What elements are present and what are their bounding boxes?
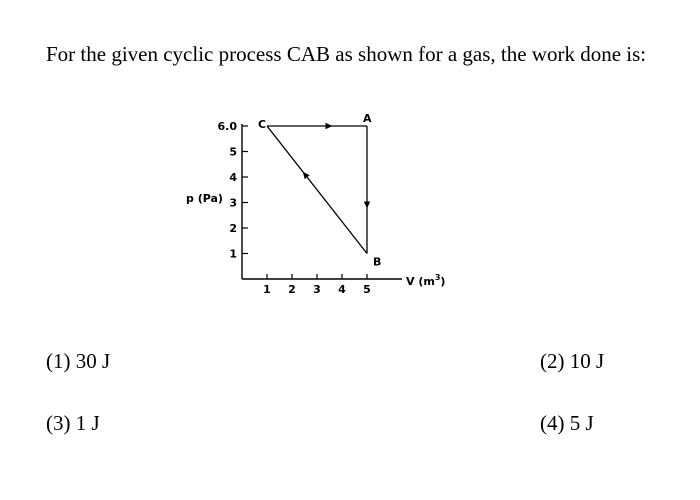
- option-3[interactable]: (3) 1 J: [46, 411, 100, 435]
- y-tick-label: 3: [229, 196, 237, 210]
- option-4[interactable]: (4) 5 J: [540, 411, 594, 435]
- process-segment-ab-arrow: [364, 202, 370, 209]
- x-tick-label: 2: [288, 283, 296, 296]
- x-tick-label: 1: [263, 283, 271, 296]
- x-axis-label-suffix: ): [440, 275, 446, 288]
- y-tick-label: 1: [229, 247, 237, 261]
- y-tick-label: 6.0: [217, 120, 237, 133]
- pv-chart-svg: [180, 104, 470, 304]
- y-axis-label: p (Pa): [186, 192, 223, 205]
- process-segment-ca-arrow: [326, 123, 333, 129]
- option-2[interactable]: (2) 10 J: [540, 349, 605, 373]
- point-label-b: B: [373, 255, 382, 269]
- y-tick-label: 2: [229, 222, 237, 235]
- point-label-a: A: [363, 112, 372, 125]
- x-axis-label-superscript: 3: [434, 273, 441, 282]
- y-tick-label: 5: [229, 145, 237, 159]
- x-tick-label: 3: [313, 283, 321, 296]
- point-label-c: C: [258, 118, 267, 131]
- process-segment-bc: [267, 126, 367, 254]
- x-axis-label: [406, 273, 445, 288]
- pv-diagram: [180, 104, 470, 304]
- x-tick-label: 4: [338, 283, 346, 296]
- y-tick-label: 4: [229, 171, 237, 184]
- question-text: For the given cyclic process CAB as shown for a gas, the work done is:: [46, 42, 647, 66]
- x-axis-label-main: V (m: [406, 275, 435, 288]
- x-tick-label: 5: [363, 283, 371, 296]
- option-1[interactable]: (1) 30 J: [46, 349, 111, 373]
